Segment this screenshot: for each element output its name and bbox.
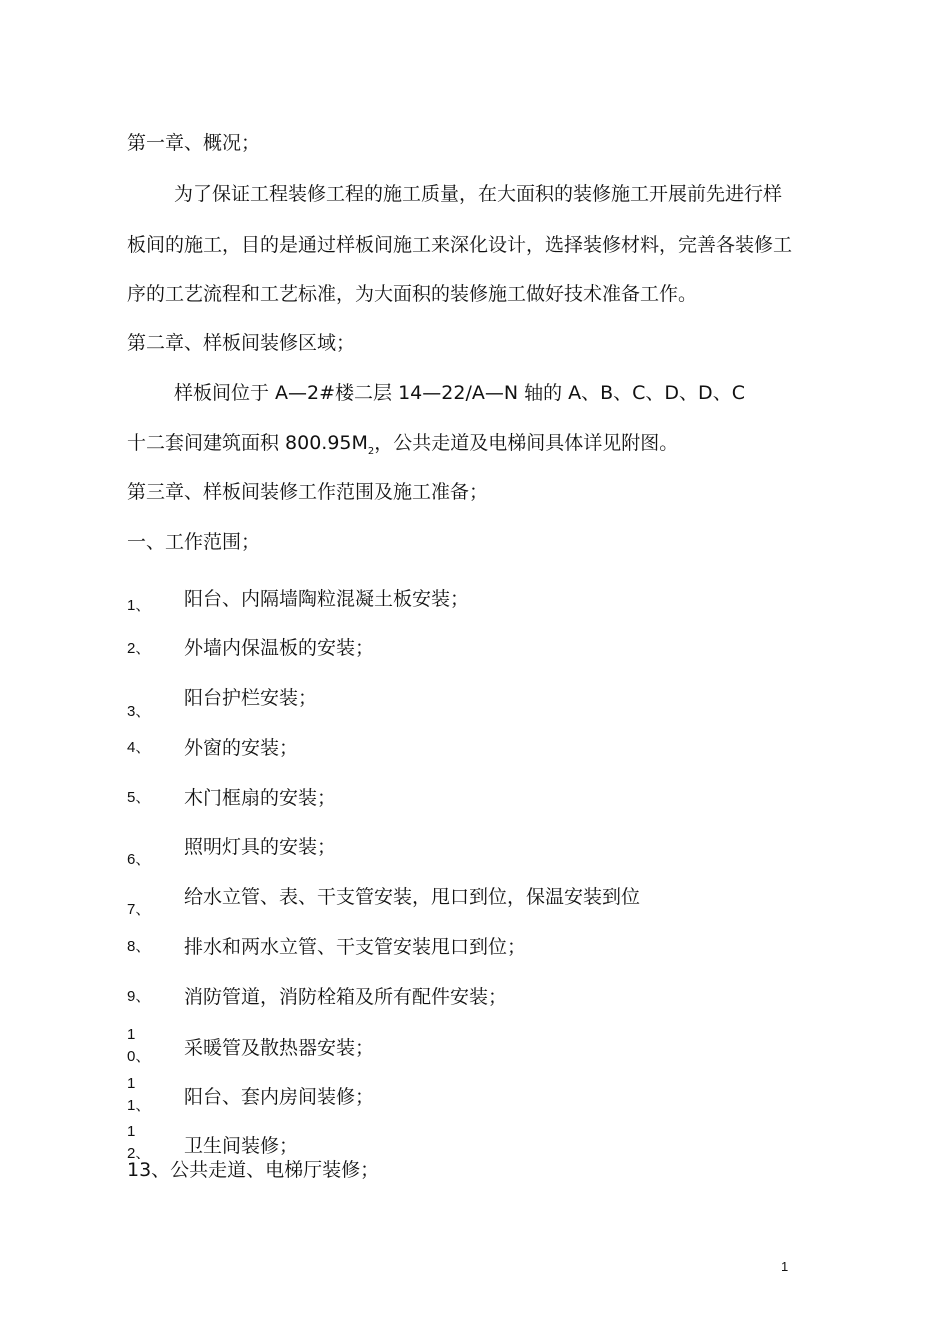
list-item-text: 排水和两水立管、干支管安装甩口到位； xyxy=(184,936,527,958)
chapter1-heading: 第一章、概况； xyxy=(127,132,261,154)
list-item-text: 卫生间装修； xyxy=(184,1135,299,1157)
page-number: 1 xyxy=(781,1259,789,1274)
list-item-number: 1、 xyxy=(127,597,151,614)
list-item-text: 木门框扇的安装； xyxy=(184,787,337,809)
list-item-text: 阳台护栏安装； xyxy=(184,687,318,709)
list-item-text: 给水立管、表、干支管安装，甩口到位，保温安装到位 xyxy=(184,886,641,908)
chapter2-heading: 第二章、样板间装修区域； xyxy=(127,332,356,354)
list-item-text: 采暖管及散热器安装； xyxy=(184,1037,375,1059)
list-item-text: 照明灯具的安装； xyxy=(184,836,337,858)
list-item-number: 3、 xyxy=(127,703,151,720)
list-item-number: 5、 xyxy=(127,789,151,806)
list-item-number: 6、 xyxy=(127,851,151,868)
area-unit-subscript: 2 xyxy=(367,445,375,457)
list-item-number: 1 0、 xyxy=(127,1026,151,1065)
chapter1-para-line-1: 为了保证工程装修工程的施工质量，在大面积的装修施工开展前先进行样 xyxy=(174,183,783,205)
list-item-number: 1 2、 xyxy=(127,1123,151,1159)
list-item-text: 阳台、套内房间装修； xyxy=(184,1086,375,1108)
list-item-number: 1 1、 xyxy=(127,1075,151,1114)
list-item-number: 7、 xyxy=(127,901,151,918)
list-item-13: 13、公共走道、电梯厅装修； xyxy=(127,1159,380,1181)
section1-heading: 一、工作范围； xyxy=(127,531,261,553)
chapter3-heading: 第三章、样板间装修工作范围及施工准备； xyxy=(127,481,489,503)
list-item-number: 4、 xyxy=(127,739,151,756)
chapter2-line-1: 样板间位于 A—2#楼二层 14—22/A—N 轴的 A、B、C、D、D、C xyxy=(174,382,745,404)
area-text-suffix: ，公共走道及电梯间具体详见附图。 xyxy=(374,432,679,454)
list-item-number: 2、 xyxy=(127,640,151,657)
list-item-text: 外墙内保温板的安装； xyxy=(184,637,375,659)
chapter2-line-2 xyxy=(127,431,678,464)
chapter1-para-line-3: 序的工艺流程和工艺标准，为大面积的装修施工做好技术准备工作。 xyxy=(127,283,698,305)
chapter1-para-line-2: 板间的施工，目的是通过样板间施工来深化设计，选择装修材料，完善各装修工 xyxy=(127,234,793,256)
list-item-text: 阳台、内隔墙陶粒混凝土板安装； xyxy=(184,588,470,610)
area-text: 十二套间建筑面积 800.95M xyxy=(127,432,368,454)
list-item-number: 8、 xyxy=(127,938,151,955)
list-item-number: 9、 xyxy=(127,988,151,1005)
list-item-text: 外窗的安装； xyxy=(184,737,299,759)
list-item-text: 消防管道，消防栓箱及所有配件安装； xyxy=(184,986,508,1008)
